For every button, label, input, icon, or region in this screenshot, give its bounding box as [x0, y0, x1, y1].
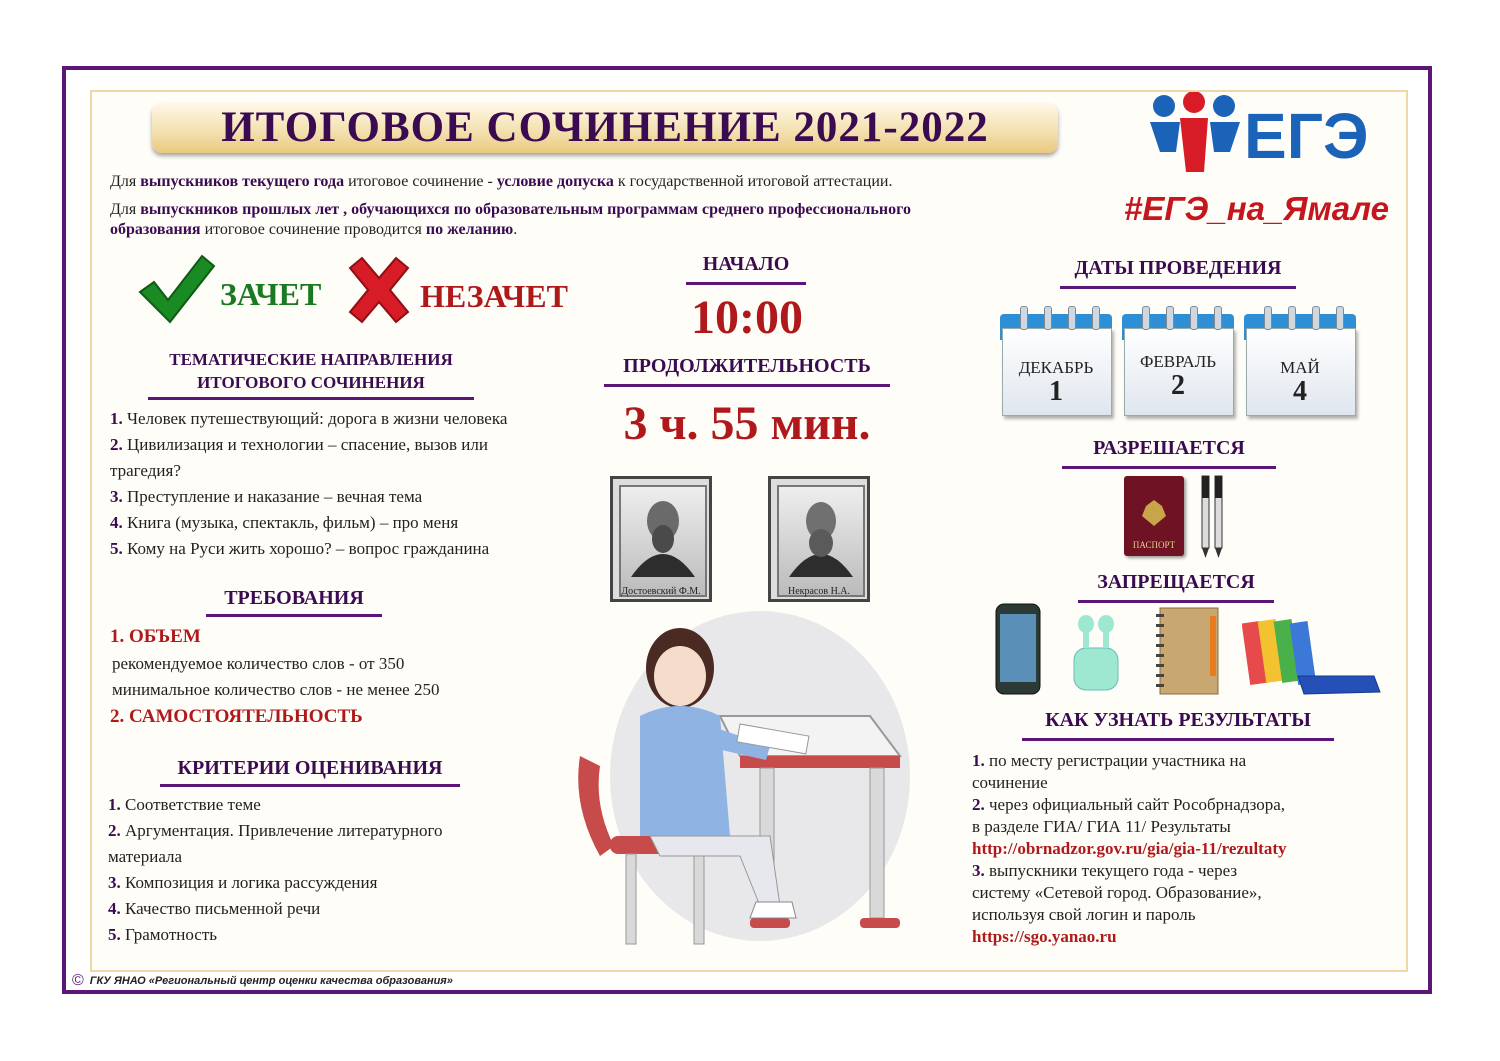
list-item: 1. Человек путешествующий: дорога в жизни человека	[110, 409, 508, 428]
calendar-december	[1002, 306, 1112, 416]
start-header: НАЧАЛО	[686, 252, 806, 285]
books-icon	[1242, 614, 1382, 700]
calendar-month: ДЕКАБРЬ	[1018, 358, 1094, 377]
list-item: 4. Качество письменной речи	[108, 899, 321, 918]
checkmark-icon	[136, 252, 216, 324]
forbidden-header: ЗАПРЕЩАЕТСЯ	[1078, 570, 1274, 603]
pass-label: ЗАЧЕТ	[220, 276, 322, 312]
duration-value: 3 ч. 55 мин.	[623, 397, 871, 450]
copyright-icon: ©	[72, 972, 84, 989]
independence-label: 2. САМОСТОЯТЕЛЬНОСТЬ	[110, 706, 363, 727]
list-item: материала	[108, 847, 183, 866]
calendar-february	[1124, 306, 1234, 416]
themes-list	[110, 406, 590, 562]
intro-line-1: Для выпускников текущего года итоговое сочинение - условие допуска к государственной итоговой аттестации.	[110, 173, 893, 190]
obrnadzor-link[interactable]: http://obrnadzor.gov.ru/gia/gia-11/rezultaty	[972, 839, 1287, 858]
ege-logo-text: ЕГЭ	[1244, 100, 1369, 172]
results-header: КАК УЗНАТЬ РЕЗУЛЬТАТЫ	[1022, 708, 1334, 741]
title-banner	[152, 103, 1058, 153]
calendar-day: 4	[1293, 376, 1307, 407]
smartphone-icon	[994, 602, 1042, 696]
portrait-dostoevsky	[610, 476, 712, 602]
list-item: 2. Цивилизация и технологии – спасение, вызов или	[110, 435, 488, 454]
list-item: 3. Композиция и логика рассуждения	[108, 873, 378, 892]
passport-label: ПАСПОРТ	[1132, 540, 1176, 550]
themes-header: ТЕМАТИЧЕСКИЕ НАПРАВЛЕНИЯ ИТОГОВОГО СОЧИНЕНИЯ	[148, 348, 474, 400]
hashtag: #ЕГЭ_на_Ямале	[1124, 190, 1389, 227]
cross-icon	[344, 256, 414, 324]
list-item: 5. Грамотность	[108, 925, 218, 944]
portrait-nekrasov	[768, 476, 870, 602]
list-item: 5. Кому на Руси жить хорошо? – вопрос гражданина	[110, 539, 490, 558]
list-item: 4. Книга (музыка, спектакль, фильм) – про меня	[110, 513, 459, 532]
earphones-icon	[1068, 612, 1124, 692]
intro-line-3: образования итоговое сочинение проводится по желанию.	[110, 221, 518, 238]
minimum-words: минимальное количество слов - не менее 250	[112, 680, 440, 699]
coat-of-arms-icon	[1140, 498, 1168, 528]
fail-label: НЕЗАЧЕТ	[420, 278, 568, 314]
duration-header: ПРОДОЛЖИТЕЛЬНОСТЬ	[604, 354, 890, 387]
list-item: 1. Соответствие теме	[108, 795, 261, 814]
requirements-header: ТРЕБОВАНИЯ	[206, 586, 382, 617]
student-at-desk-illustration	[570, 606, 920, 966]
person-icon	[779, 487, 863, 577]
calendar-month: ФЕВРАЛЬ	[1139, 352, 1216, 371]
dates-header: ДАТЫ ПРОВЕДЕНИЯ	[1060, 256, 1296, 289]
calendar-may	[1246, 306, 1356, 416]
portrait-caption: Достоевский Ф.М.	[621, 586, 701, 597]
intro-line-2: Для выпускников прошлых лет , обучающихся по образовательным программам среднего профессионального	[110, 201, 911, 218]
page-title: ИТОГОВОЕ СОЧИНЕНИЕ 2021-2022	[221, 104, 989, 151]
volume-label: 1. ОБЪЕМ	[110, 626, 201, 647]
recommended-words: рекомендуемое количество слов - от 350	[112, 654, 405, 673]
sgo-link[interactable]: https://sgo.yanao.ru	[972, 927, 1117, 946]
pens-icon	[1198, 472, 1228, 558]
footer	[72, 972, 453, 990]
intro-text	[110, 172, 1110, 240]
list-item: 2. Аргументация. Привлечение литературного	[108, 821, 443, 840]
results-text: 1. по месту регистрации участника на сочинение 2. через официальный сайт Рособрнадзора, в разделе ГИА/ ГИА 11/ Результаты http://obrnadzor.gov.ru/gia/gia-11/rezultaty 3. выпускники текущего года - через систему «Сетевой город. Образование», используя свой логин и пароль https://sgo.yanao.ru	[972, 750, 1392, 948]
portrait-caption: Некрасов Н.А.	[787, 586, 851, 597]
start-time: 10:00	[691, 291, 803, 344]
calendar-day: 1	[1049, 376, 1063, 407]
ege-logo	[1146, 92, 1376, 182]
person-icon	[621, 487, 705, 577]
ege-figures-icon	[1146, 92, 1246, 176]
list-item: 3. Преступление и наказание – вечная тема	[110, 487, 423, 506]
footer-text: ГКУ ЯНАО «Региональный центр оценки качества образования»	[89, 975, 453, 987]
notebook-icon	[1152, 606, 1222, 696]
passport-icon	[1124, 476, 1184, 556]
calendar-day: 2	[1171, 370, 1185, 401]
criteria-list	[108, 792, 538, 948]
allowed-header: РАЗРЕШАЕТСЯ	[1062, 436, 1276, 469]
criteria-header: КРИТЕРИИ ОЦЕНИВАНИЯ	[160, 756, 460, 787]
calendar-month: МАЙ	[1280, 358, 1320, 377]
list-item: трагедия?	[110, 461, 181, 480]
